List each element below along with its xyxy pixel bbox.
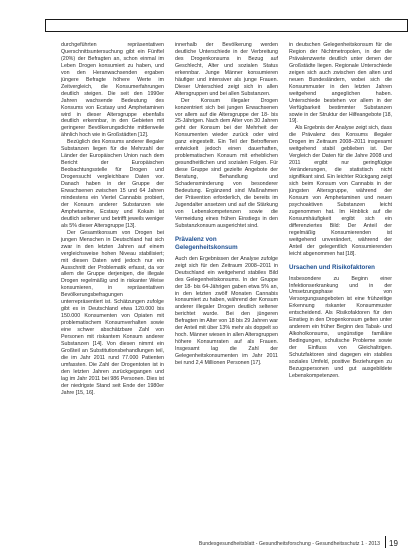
paragraph: in deutschen Gelegenheitskonsum für die Region der Nichtmetropolen, in der die Prävalenzwerte deutlich unter denen der Großstädte liegen. Regionale Unterschiede zeigen sich auch zwischen den alten und neuen Bundesländern, wobei sich die Konsummuster in den letzten Jahren weitgehend angeglichen haben. Unterschiede bestehen vor allem in der Verfügbarkeit bestimmter Substanzen sowie in der Struktur der Hilfeangebote [18, 19]. (289, 42, 392, 125)
paragraph: durchgeführten repräsentativen Querschnittsuntersuchung gibt ein Fünftel (20%) der Befragten an, schon einmal im Leben Drogen konsumiert zu haben, und von den Heranwachsenden ergaben jüngere Befragte höhere Werte im Zeitvergleich, die Konsumerfahrungen deutlich steigen. Die seit den 1990er Jahren wachsende Bedeutung des Konsums von Ecstasy und Amphetaminen wird in dieser Altersgruppe ebenfalls deutlich erkennbar, in den Gebieten mit geringerer Bevölkerungsdichte mittlerweile ähnlich hoch wie in Großstädten [12]. (61, 42, 164, 139)
journal-footer: Bundesgesundheitsblatt - Gesundheitsforschung - Gesundheitsschutz 1 · 2013 (198, 541, 380, 547)
paragraph: Der Gesamtkonsum von Drogen bei jungen Menschen in Deutschland hat sich zwar in den letzten Jahren auf einem vergleichsweise hohen Niveau stabilisiert; mit diesen Daten wird jedoch nur ein Ausschnitt der Problematik erfasst, da vor allem die Gruppe derjenigen, die illegale Drogen regelmäßig und in riskanter Weise konsumieren, in repräsentativen Bevölkerungsbefragungen unterrepräsentiert ist. Schätzungen zufolge gibt es in Deutschland etwa 120.000 bis 150.000 Konsumenten von Opiaten mit problematischem Konsumverhalten sowie eine schwer abschätzbare Zahl von Personen mit riskantem Konsum anderer Substanzen [14]. Von diesen nimmt ein Großteil an Substitutionsbehandlungen teil, die im Jahr 2011 rund 77.000 Patienten umfassten. Die Zahl der Drogentoten ist in den letzten Jahren zurückgegangen und lag im Jahr 2011 bei 986 Personen. Dies ist der niedrigste Stand seit Ende der 1980er Jahre [15, 16]. (61, 229, 164, 396)
paragraph: Bezüglich des Konsums anderer illegaler Substanzen liegen für die Mehrzahl der Länder der Europäischen Union nach dem Bericht der Europäischen Beobachtungsstelle für Drogen und Drogensucht vergleichbare Daten vor. Danach haben in der Gruppe der Erwachsenen zwischen 15 und 64 Jahren mindestens ein Viertel Cannabis probiert, der Konsum anderer Substanzen wie Amphetamine, Ecstasy und Kokain ist deutlich seltener und betrifft jeweils weniger als 5% dieser Altersgruppe [13]. (61, 139, 164, 229)
paragraph: Auch den Ergebnissen der Analyse zufolge zeigt sich für den Zeitraum 2008–2011 in Deutschland ein weitgehend stabiles Bild des Gelegenheitskonsums. In der Gruppe der 18- bis 64-Jährigen gaben etwa 5% an, in den letzten zwölf Monaten Cannabis konsumiert zu haben, während der Konsum anderer illegaler Drogen deutlich seltener berichtet wurde. Bei den jüngeren Befragten im Alter von 18 bis 29 Jahren war der Anteil mit über 13% mehr als doppelt so hoch. Männer wiesen in allen Altersgruppen höhere Konsumraten auf als Frauen. Insgesamt lag die Zahl der Gelegenheitskonsumenten im Jahr 2011 bei rund 2,4 Millionen Personen [17]. (175, 255, 278, 367)
header-frame (45, 19, 408, 32)
text-column-1 (61, 42, 164, 517)
section-heading: Ursachen und Risikofaktoren (289, 263, 375, 271)
paragraph: Als Ergebnis der Analyse zeigt sich, dass die Prävalenz des Konsums illegaler Drogen im Zeitraum 2008–2011 insgesamt weitgehend stabil geblieben ist. Der Vergleich der Daten für die Jahre 2008 und 2011 ergibt nur geringfügige Veränderungen, die statistisch nicht signifikant sind. Ein leichter Rückgang zeigt sich beim Konsum von Cannabis in der jüngsten Altersgruppe, während der Konsum von Amphetaminen und neuen psychoaktiven Substanzen leicht zugenommen hat. Im Hinblick auf die Konsumhäufigkeit ergibt sich ein differenziertes Bild: Der Anteil der regelmäßig Konsumierenden ist weitgehend unverändert, während der Anteil der gelegentlich Konsumierenden leicht abgenommen hat [18]. (289, 125, 392, 257)
footer-divider (385, 536, 386, 548)
text-column-3 (289, 42, 392, 517)
paragraph: innerhalb der Bevölkerung werden deutliche Unterschiede in der Verbreitung des Drogenkonsums in Bezug auf Geschlecht, Alter und sozialen Status erkennbar. Junge Männer konsumieren häufiger und intensiver als junge Frauen. Dieser Unterschied zeigt sich in allen Altersgruppen und bei allen Substanzen. (175, 42, 278, 97)
paragraph: Der Konsum illegaler Drogen konzentriert sich bei jungen Erwachsenen vor allem auf die Altersgruppe der 18- bis 25-Jährigen. Nach dem Alter von 30 Jahren geht der Konsum bei der Mehrheit der Konsumenten wieder zurück oder wird ganz eingestellt. Ein Teil der Betroffenen entwickelt jedoch einen dauerhaften, problematischen Konsum mit erheblichen gesundheitlichen und sozialen Folgen. Für diese Gruppe sind gezielte Angebote der Beratung, Behandlung und Schadensminderung von besonderer Bedeutung. Ergänzend sind Maßnahmen der Prävention erforderlich, die bereits im Jugendalter ansetzen und auf die Stärkung von Lebenskompetenzen sowie die Vermeidung eines frühen Einstiegs in den Substanzkonsum ausgerichtet sind. (175, 97, 278, 229)
page-number: 19 (389, 539, 398, 548)
section-heading: Prävalenz von Gelegenheitskonsum (175, 235, 238, 251)
text-column-2 (175, 42, 278, 517)
paragraph: Insbesondere zu Beginn einer Infektionserkrankung und in der Umsetzungsphase von Versorgungsangeboten ist eine frühzeitige Erkennung riskanter Konsummuster entscheidend. Als Risikofaktoren für den Einstieg in den Drogenkonsum gelten unter anderem ein früher Beginn des Tabak- und Alkoholkonsums, ungünstige familiäre Bedingungen, schulische Probleme sowie der Einfluss von Gleichaltrigen. Schutzfaktoren sind dagegen ein stabiles soziales Umfeld, positive Beziehungen zu Bezugspersonen und gut ausgebildete Lebenskompetenzen. (289, 275, 392, 379)
